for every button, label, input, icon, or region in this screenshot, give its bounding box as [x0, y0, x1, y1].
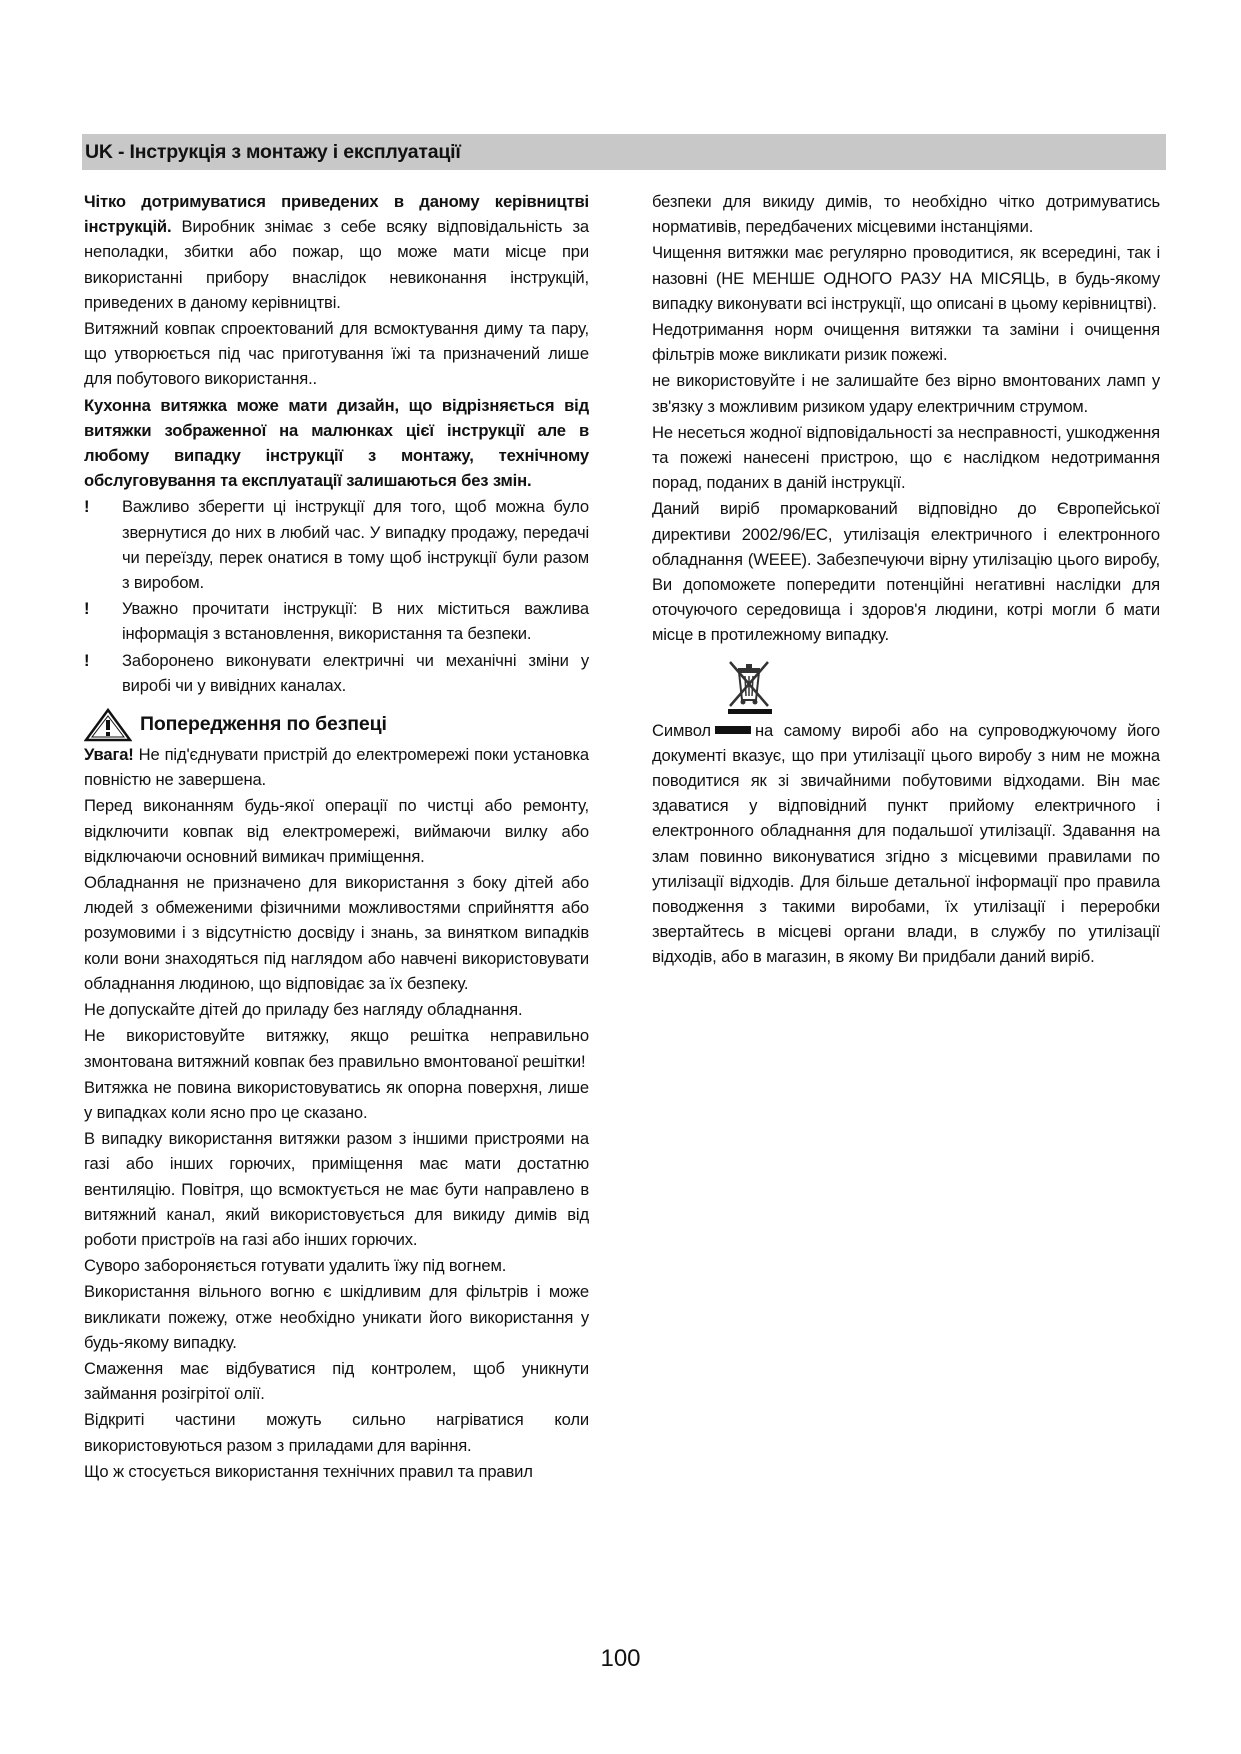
purpose-paragraph: Витяжний ковпак спроектований для всмоктування диму та пару, що утворюється під час приготування їжі та призначений лише для побутового використання..	[84, 319, 589, 389]
left-column	[84, 189, 589, 1485]
black-bar-icon	[715, 726, 751, 734]
safety-paragraph: Смаження має відбуватися під контролем, щоб уникнути займання розігрітої олії.	[84, 1358, 589, 1404]
bullet-item	[84, 648, 589, 698]
bullet-text: Важливо зберегти ці інструкції для того, щоб можна було звернутися до них в любий час. У випадку продажу, передачі чи переїзду, перек онатися в тому щоб інструкції були разом з виробом.	[122, 497, 589, 593]
intro-text: Виробник знімає з себе всяку відповідальність за неполадки, збитки або пожар, що може мати місце при використанні прибору внаслідок невиконання інструкцій, приведених в даному керівництві.	[84, 217, 589, 312]
bullet-item	[84, 596, 589, 646]
intro-paragraph	[84, 189, 589, 315]
safety-paragraph: Витяжка не повина використовуватись як опорна поверхня, лише у випадках коли ясно про це сказано.	[84, 1077, 589, 1122]
weee-symbol-wrap	[724, 658, 1160, 714]
safety-paragraph: Використання вільного вогню є шкідливим для фільтрів і може викликати пожежу, отже необхідно уникати його використання у будь-якому випадку.	[84, 1282, 589, 1352]
exclamation-icon: !	[84, 497, 90, 517]
safety-paragraph: Що ж стосується використання технічних правил та правил	[84, 1461, 533, 1481]
header-bar	[82, 134, 1166, 170]
safety-section-heading	[84, 708, 589, 742]
safety-paragraph: Не допускайте дітей до приладу без нагляду обладнання.	[84, 1000, 523, 1020]
safety-paragraph: В випадку використання витяжки разом з іншими пристроями на газі або інших горючих, приміщення має мати достатню вентиляцію. Повітря, що всмоктується не має бути направлено в витяжний канал, який використовується для викиду димів від роботи пристроїв на газі або інших горючих.	[84, 1129, 589, 1249]
safety-paragraph: Перед виконанням будь-якої операції по чистці або ремонту, відключити ковпак від електромережі, виймаючи вилку або відключаючи основний вимикач приміщення.	[84, 796, 589, 866]
exclamation-icon: !	[84, 599, 90, 619]
right-paragraph: не використовуйте і не залишайте без вірно вмонтованих ламп у зв'язку з можливим ризиком удару електричним струмом.	[652, 371, 1160, 416]
safety-paragraph: Суворо забороняється готувати удалить їжу під вогнем.	[84, 1256, 507, 1276]
attention-paragraph	[84, 742, 589, 792]
symbol-prefix: Символ	[652, 720, 711, 740]
right-paragraph: Недотримання норм очищення витяжки та заміни і очищення фільтрів може викликати ризик пожежі.	[652, 320, 1160, 365]
attention-text: Не під'єднувати пристрій до електромережі поки установка повністю не завершена.	[84, 745, 589, 790]
safety-paragraph: Відкриті частини можуть сильно нагріватися коли використовуються разом з приладами для варіння.	[84, 1410, 589, 1455]
safety-section-title: Попередження по безпеці	[140, 713, 387, 736]
bullet-text: Уважно прочитати інструкції: В них міститься важлива інформація з встановлення, використання та безпеки.	[122, 599, 589, 644]
page-title: UK - Інструкція з монтажу і експлуатації	[85, 140, 461, 163]
warning-triangle-icon	[84, 708, 132, 742]
right-paragraph: Чищення витяжки має регулярно проводитися, як всередині, так і назовні (НЕ МЕНШЕ ОДНОГО РАЗУ НА МІСЯЦЬ, в будь-якому випадку виконувати всі інструкції, що описані в цьому керівництві).	[652, 243, 1160, 313]
bullet-item	[84, 494, 589, 595]
symbol-text: на самому виробі або на супроводжуючому його документі вказує, що при утилізації цього виробу з ним не можна поводитися як зі звичайними побутовими відходами. Він має здаватися у відповідний пункт прийому електричного і електронного обладнання для подальшої утилізації. Здавання на злам повинно виконуватися згідно з місцевими правилами по утилізації відходів. Для більше детальної інформації про правила поводження з такими виробами, їх утилізації і переробки звертайтесь в місцеві органи влади, в службу по утилізації відходів, або в магазин, в якому Ви придбали даний виріб.	[652, 720, 1160, 967]
intro-bold-text: Чітко дотримуватися приведених в даному керівництві інструкцій.	[84, 192, 589, 237]
right-paragraph: Не несеться жодної відповідальності за несправності, ушкодження та пожежі нанесені пристрою, що є наслідком недотримання порад, поданих в даній інструкції.	[652, 422, 1160, 493]
attention-label: Увага!	[84, 745, 134, 765]
crossed-out-bin-icon	[724, 658, 776, 714]
exclamation-icon: !	[84, 650, 90, 670]
symbol-paragraph	[652, 718, 1160, 970]
right-column	[652, 189, 1160, 971]
design-note-paragraph: Кухонна витяжка може мати дизайн, що відрізняється від витяжки зображенної на малюнках цієї інструкції але в любому випадку інструкції з монтажу, технічному обслуговування та експлуатації залишаються без змін.	[84, 395, 589, 491]
page-number: 100	[600, 1645, 641, 1672]
safety-paragraph: Не використовуйте витяжку, якщо решітка неправильно змонтована витяжний ковпак без правильно вмонтованої решітки!	[84, 1026, 589, 1071]
bullet-text: Заборонено виконувати електричні чи механічні зміни у виробі чи у вивідних каналах.	[122, 650, 589, 695]
safety-paragraph: Обладнання не призначено для використання з боку дітей або людей з обмеженими фізичними можливостями сприйняття або розумовими і з відсутністю досвіду і знань, за винятком випадків коли вони знаходяться під наглядом або навчені використовувати обладнання людиною, що відповідає за їх безпеку.	[84, 873, 589, 993]
right-paragraph: безпеки для викиду димів, то необхідно чітко дотримуватись нормативів, передбачених місцевими інстанціями.	[652, 192, 1160, 237]
right-paragraph: Даний виріб промаркований відповідно до Європейської директиви 2002/96/ЕС, утилізація електричного і електронного обладнання (WEEE). Забезпечуючи вірну утилізацію цього виробу, Ви допоможете попередити потенційні негативні наслідки для оточуючого середовища і здоров'я людини, котрі могли б мати місце в протилежному випадку.	[652, 499, 1160, 645]
